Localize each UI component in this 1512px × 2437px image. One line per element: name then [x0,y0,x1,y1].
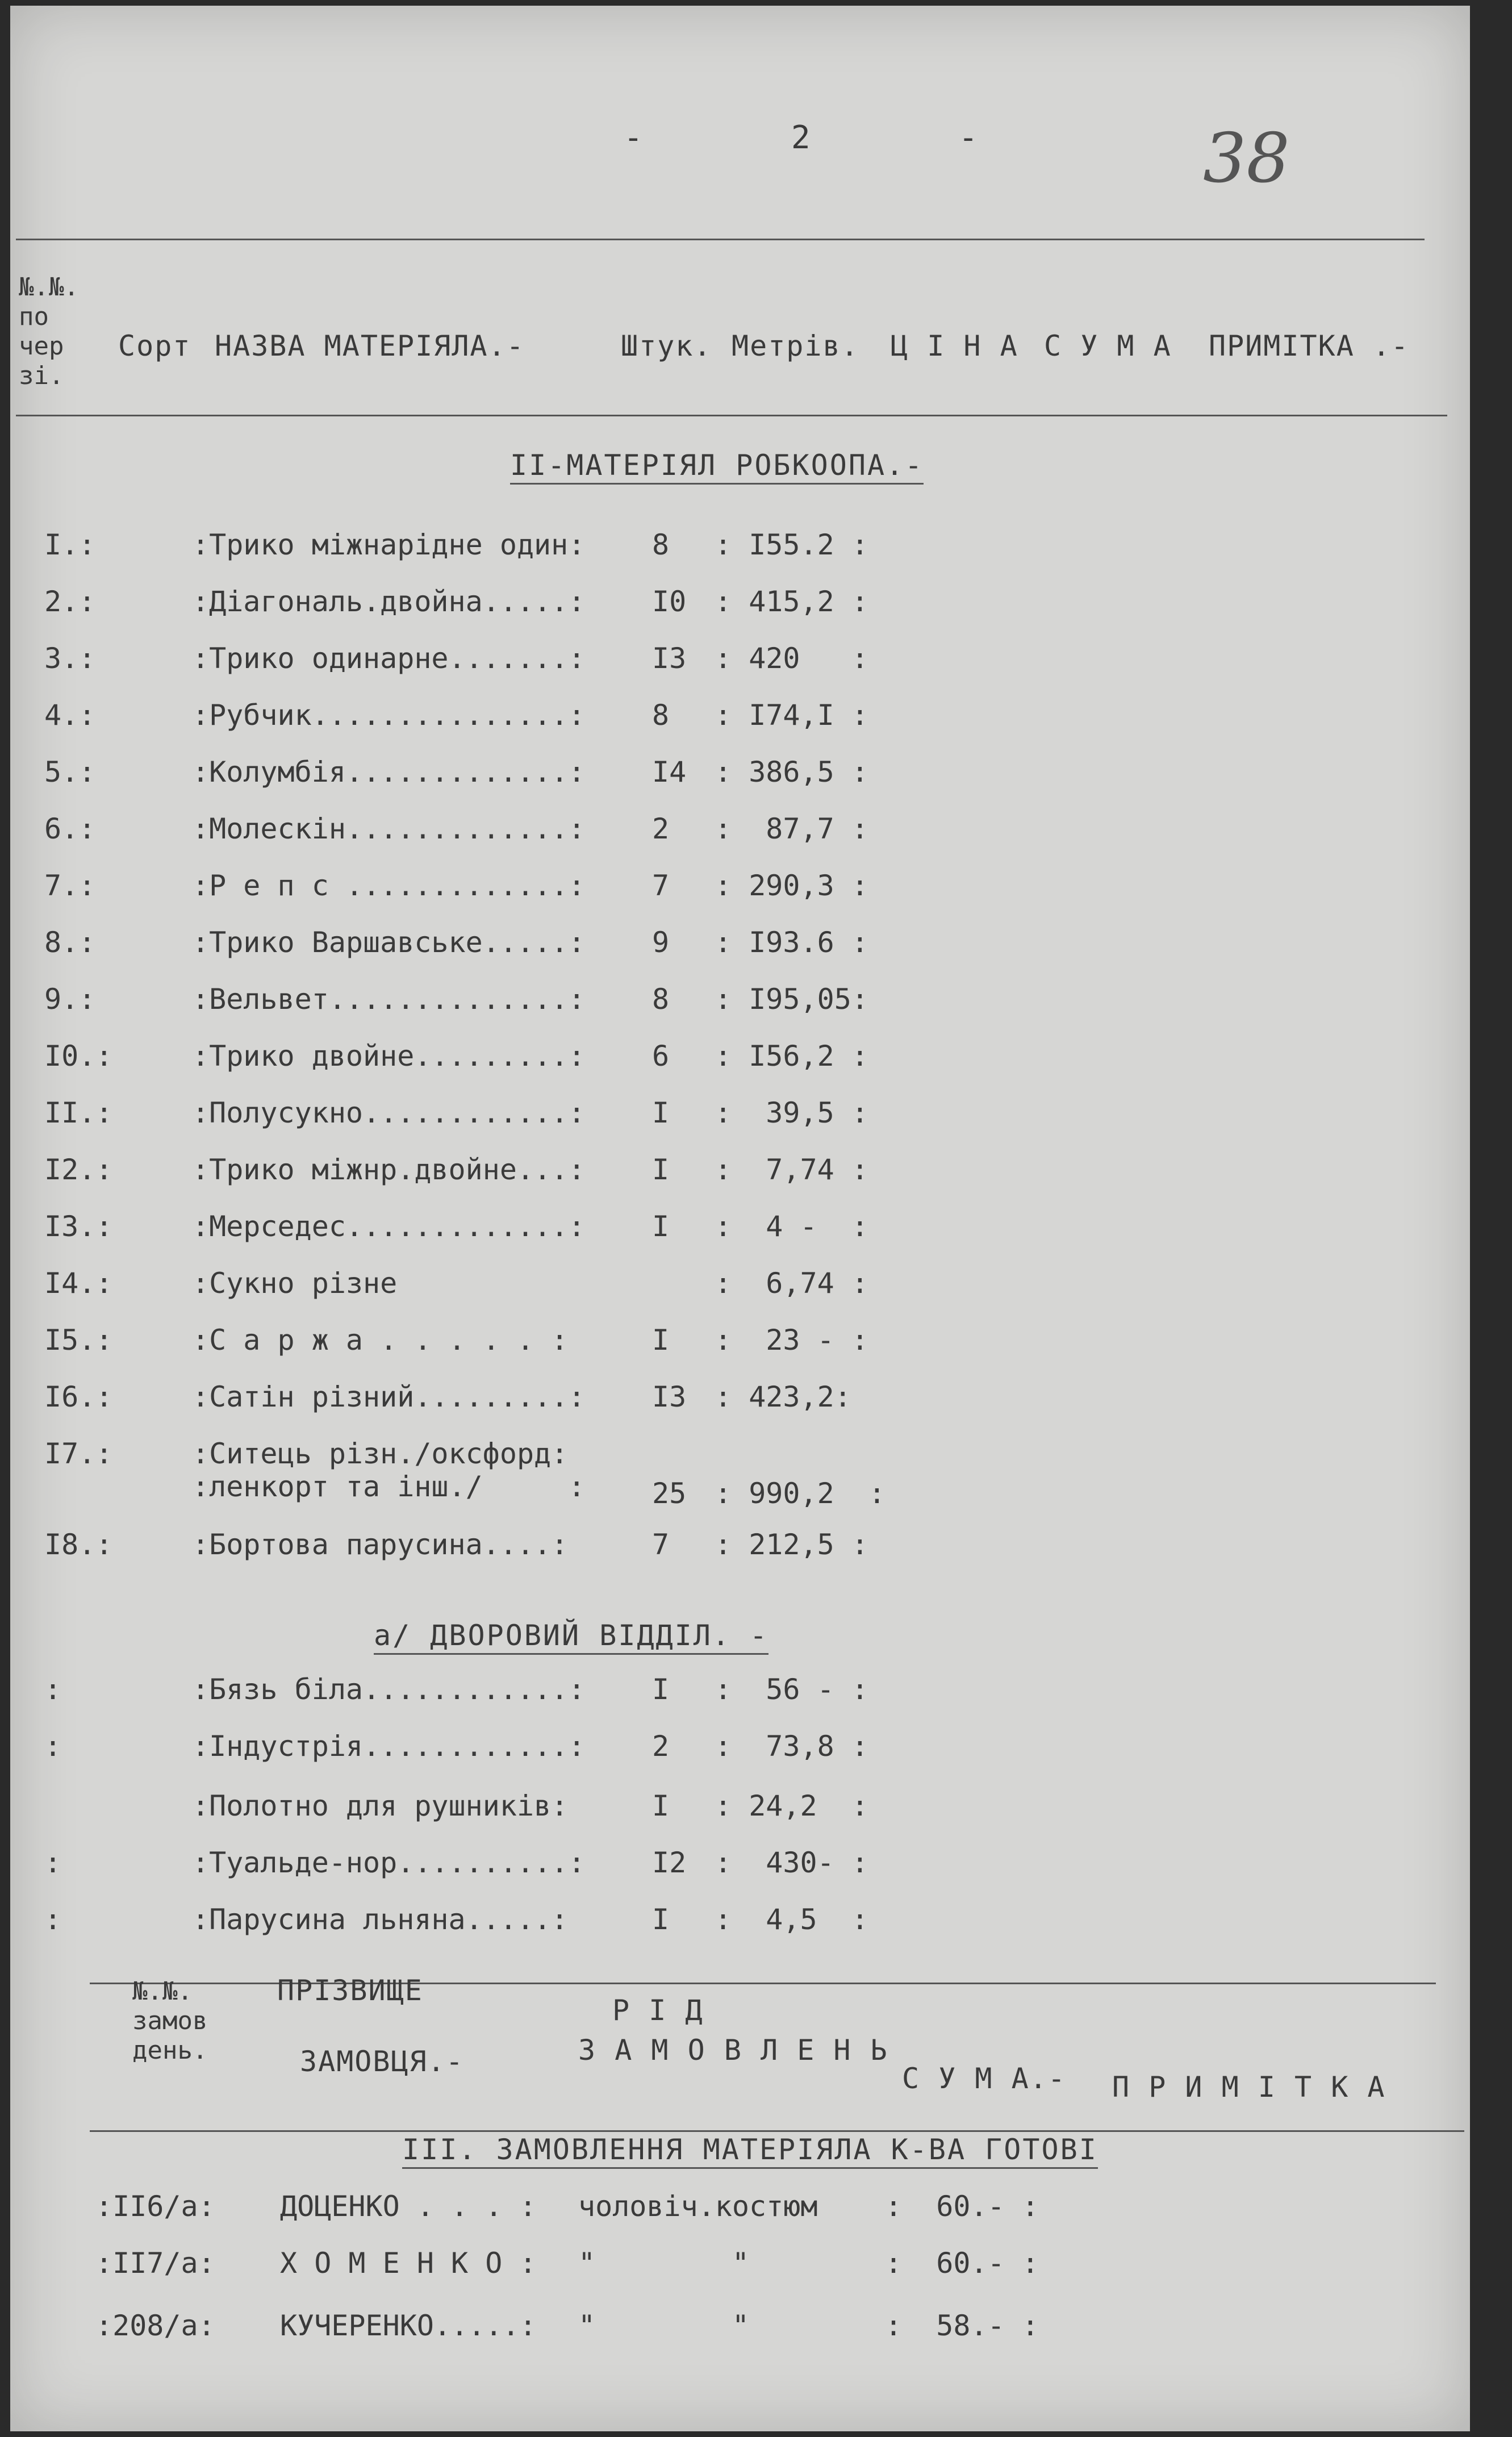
material-name: :Трико міжнарідне один: [192,528,586,561]
row-number: 6.: [44,812,96,845]
row-number: I6.: [44,1380,113,1413]
table2-bottom-rule [90,2130,1464,2132]
table-row [10,528,1470,585]
row-number: : [44,1673,62,1706]
row-number: I7.: [44,1437,113,1470]
table2-header-surname-top: ПРІЗВИЩЕ [277,1974,423,2007]
meters-value: : I55.2 : [715,528,868,561]
row-number: 5.: [44,756,96,788]
row-number: 7.: [44,869,96,902]
piece-count: I2 [652,1846,687,1879]
meters-value: : 4 - : [715,1210,868,1243]
row-number: I8.: [44,1528,113,1561]
meters-value: : 990,2 : [715,1477,886,1510]
table-row [10,1153,1470,1210]
table-row [10,983,1470,1040]
piece-count: I [652,1153,670,1186]
meters-value: : 6,74 : [715,1267,868,1300]
meters-value: : 4,5 : [715,1903,868,1936]
material-name: :Сатін різний.........: [192,1380,586,1413]
row-number: 3.: [44,642,96,675]
table-row [10,1380,1470,1437]
meters-value: : 415,2 : [715,585,868,618]
piece-count: I [652,1096,670,1129]
table2-header-sum: С У М А.- [902,2062,1066,2095]
table-row [10,1903,1470,1960]
material-name: :Бортова парусина....: [192,1528,569,1561]
table-row [10,869,1470,926]
material-name: :Трико одинарне.......: [192,642,586,675]
table-row [10,585,1470,642]
header-bottom-rule [16,415,1447,416]
meters-value: : I93.6 : [715,926,868,959]
material-name: :Бязь біла............: [192,1673,586,1706]
piece-count: I3 [652,1380,687,1413]
piece-count: I0 [652,585,687,618]
row-number: I2.: [44,1153,113,1186]
order-number: :II7/а: [95,2247,215,2280]
table-row [10,1789,1470,1846]
piece-count: 25 [652,1477,687,1510]
row-number: I.: [44,528,96,561]
table-row [10,1040,1470,1096]
meters-value: : 87,7 : [715,812,868,845]
material-name: :Мерседес.............: [192,1210,586,1243]
document-page [10,6,1470,2431]
row-number: : [44,1730,62,1763]
piece-count: 8 [652,983,670,1016]
section-title-orders: III. ЗАМОВЛЕННЯ МАТЕРІЯЛА К-ВА ГОТОВІ [402,2133,1098,2169]
meters-value: : 23 - : [715,1324,868,1357]
meters-value: : 39,5 : [715,1096,868,1129]
table-row [10,642,1470,699]
table2-header-kind-top: Р І Д [612,1994,704,2027]
material-name: :Парусина льняна.....: [192,1903,569,1936]
material-name: :Трико двойне.........: [192,1040,586,1073]
header-price: Ц І Н А [891,329,1018,362]
meters-value: : 73,8 : [715,1730,868,1763]
table2-header-num: №.№. замов день. [132,1977,208,2065]
piece-count: 2 [652,812,670,845]
row-number: I3.: [44,1210,113,1243]
header-sort: Сорт [118,329,191,362]
material-name: :Рубчик...............: [192,699,586,732]
piece-count: I4 [652,756,687,788]
material-name: :С а р ж а . . . . . : [192,1324,569,1357]
row-number: II.: [44,1096,113,1129]
piece-count: 8 [652,699,670,732]
section-title-dvorovyi: а/ ДВОРОВИЙ ВІДДІЛ. - [374,1619,768,1655]
material-name: :Діагональ.двойна.....: [192,585,586,618]
material-name: :Ситець різн./оксфорд: :ленкорт та інш./ : [192,1437,586,1503]
table-row [10,2247,1470,2304]
header-meters: Метрів. [732,329,859,362]
row-number: 4.: [44,699,96,732]
table-row [10,1437,1470,1510]
row-number: : [44,1846,62,1879]
order-kind: " " [578,2247,750,2280]
meters-value: : 420 : [715,642,868,675]
piece-count: 9 [652,926,670,959]
table-row [10,2190,1470,2247]
table-row [10,926,1470,983]
row-number: I5.: [44,1324,113,1357]
piece-count: I [652,1210,670,1243]
piece-count: I3 [652,642,687,675]
material-name: :Молескін.............: [192,812,586,845]
meters-value: : 386,5 : [715,756,868,788]
material-name: :Сукно різне [192,1267,569,1300]
section-title-robkoop: II-МАТЕРІЯЛ РОБКООПА.- [510,449,924,485]
meters-value: : 290,3 : [715,869,868,902]
row-number: : [44,1903,62,1936]
meters-value: : I74,I : [715,699,868,732]
piece-count: I [652,1789,670,1822]
material-name: :Полотно для рушників: [192,1789,569,1822]
table-row [10,1846,1470,1903]
meters-value: : 7,74 : [715,1153,868,1186]
table-row [10,2309,1470,2366]
page-number: - 2 - [624,119,1001,156]
material-name: :Вельвет..............: [192,983,586,1016]
header-sum: С У М А [1044,329,1172,362]
piece-count: 7 [652,1528,670,1561]
material-name: :Трико Варшавське.....: [192,926,586,959]
archive-number: 38 [1203,119,1290,198]
table-row [10,699,1470,756]
meters-value: : 24,2 : [715,1789,868,1822]
meters-value: : 423,2: [715,1380,851,1413]
table-row [10,1673,1470,1730]
table-row [10,1096,1470,1153]
row-number: I0.: [44,1040,113,1073]
table2-header-kind-bottom: З А М О В Л Е Н Ь [578,2034,888,2067]
table-row [10,1528,1470,1585]
material-name: :Колумбія.............: [192,756,586,788]
meters-value: : I56,2 : [715,1040,868,1073]
material-name: :Полусукно............: [192,1096,586,1129]
row-number: 2.: [44,585,96,618]
piece-count: I [652,1903,670,1936]
row-number: I4.: [44,1267,113,1300]
customer-name: КУЧЕРЕНКО.....: [280,2309,537,2342]
table-row [10,1267,1470,1324]
order-number: :208/а: [95,2309,215,2342]
material-name: :Індустрія............: [192,1730,586,1763]
piece-count: 8 [652,528,670,561]
table-row [10,1324,1470,1380]
table2-header-note: П Р И М І Т К А [1112,2071,1386,2104]
piece-count: I [652,1324,670,1357]
piece-count: 7 [652,869,670,902]
meters-value: : 212,5 : [715,1528,868,1561]
order-number: :II6/а: [95,2190,215,2223]
order-kind: " " [578,2309,750,2342]
customer-name: Х О М Е Н К О : [280,2247,537,2280]
row-number: 8.: [44,926,96,959]
order-sum: : 60.- : [885,2247,1039,2280]
header-note: ПРИМІТКА .- [1209,329,1410,362]
meters-value: : 430- : [715,1846,868,1879]
header-num: №.№. по чер зі. [19,273,79,390]
customer-name: ДОЦЕНКО . . . : [280,2190,537,2223]
table2-header-surname-bottom: ЗАМОВЦЯ.- [300,2045,464,2078]
header-name: НАЗВА МАТЕРІЯЛА.- [215,329,525,362]
row-number: 9.: [44,983,96,1016]
table-row [10,1210,1470,1267]
table-row [10,1730,1470,1787]
material-name: :Трико міжнр.двойне...: [192,1153,586,1186]
piece-count: 2 [652,1730,670,1763]
header-pieces: Штук. [621,329,712,362]
material-name: :Туальде-нор..........: [192,1846,586,1879]
order-kind: чоловіч.костюм [578,2190,818,2223]
order-sum: : 58.- : [885,2309,1039,2342]
table-row [10,756,1470,812]
piece-count: 6 [652,1040,670,1073]
meters-value: : 56 - : [715,1673,868,1706]
material-name: :Р е п с .............: [192,869,586,902]
header-top-rule [16,239,1425,240]
meters-value: : I95,05: [715,983,868,1016]
piece-count: I [652,1673,670,1706]
order-sum: : 60.- : [885,2190,1039,2223]
table-row [10,812,1470,869]
